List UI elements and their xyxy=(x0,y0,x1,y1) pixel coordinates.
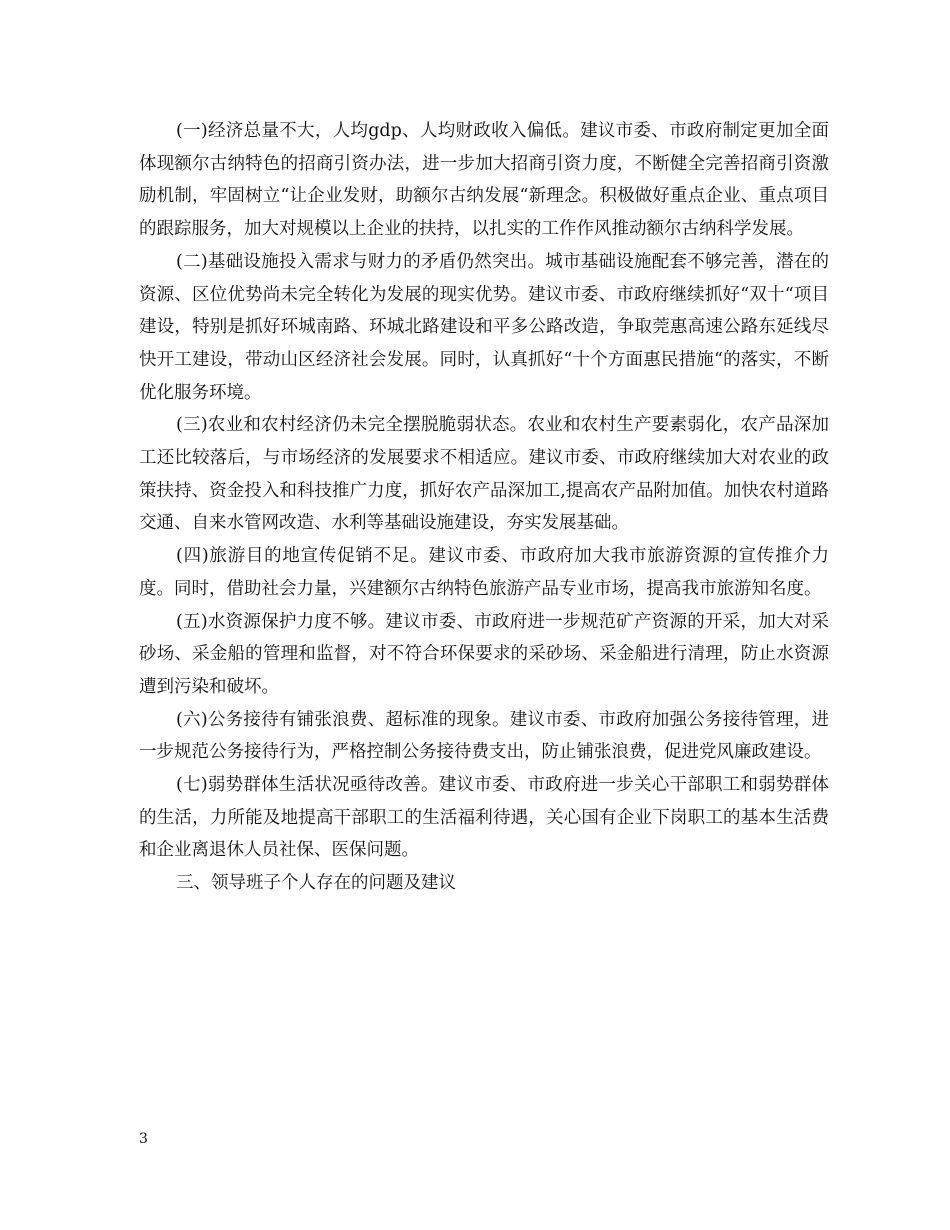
paragraph-economy: (一)经济总量不大，人均gdp、人均财政收入偏低。建议市委、市政府制定更加全面体现额尔古纳特色的招商引资办法，进一步加大招商引资力度，不断健全完善招商引资激励机制，牢固树立“让企业发财，助额尔古纳发展“新理念。积极做好重点企业、重点项目的跟踪服务，加大对规模以上企业的扶持，以扎实的工作作风推动额尔古纳科学发展。 xyxy=(139,121,829,240)
paragraph-vulnerable-groups: (七)弱势群体生活状况亟待改善。建议市委、市政府进一步关心干部职工和弱势群体的生活，力所能及地提高干部职工的生活福利待遇，关心国有企业下岗职工的基本生活费和企业离退休人员社保、医保问题。 xyxy=(139,775,829,861)
paragraph-official-reception: (六)公务接待有铺张浪费、超标准的现象。建议市委、市政府加强公务接待管理，进一步规范公务接待行为，严格控制公务接待费支出，防止铺张浪费，促进党风廉政建设。 xyxy=(139,709,829,763)
paragraph-tourism: (四)旅游目的地宣传促销不足。建议市委、市政府加大我市旅游资源的宣传推介力度。同时，借助社会力量，兴建额尔古纳特色旅游产品专业市场，提高我市旅游知名度。 xyxy=(139,546,829,599)
document-body xyxy=(139,115,829,900)
section-heading: 三、领导班子个人存在的问题及建议 xyxy=(176,873,456,894)
page-number: 3 xyxy=(139,1131,148,1147)
paragraph-agriculture: (三)农业和农村经济仍未完全摆脱脆弱状态。农业和农村生产要素弱化，农产品深加工还比较落后，与市场经济的发展要求不相适应。建议市委、市政府继续加大对农业的政策扶持、资金投入和科技推广力度，抓好农产品深加工,提高农产品附加值。加快农村道路交通、自来水管网改造、水利等基础设施建设，夯实发展基础。 xyxy=(139,415,829,534)
paragraph-water-resources: (五)水资源保护力度不够。建议市委、市政府进一步规范矿产资源的开采，加大对采砂场、采金船的管理和监督，对不符合环保要求的采砂场、采金船进行清理，防止水资源遭到污染和破坏。 xyxy=(139,611,829,697)
paragraph-infrastructure: (二)基础设施投入需求与财力的矛盾仍然突出。城市基础设施配套不够完善，潜在的资源、区位优势尚未完全转化为发展的现实优势。建议市委、市政府继续抓好“双十“项目建设，特别是抓好环城南路、环城北路建设和平多公路改造，争取莞惠高速公路东延线尽快开工建设，带动山区经济社会发展。同时，认真抓好“十个方面惠民措施“的落实，不断优化服务环境。 xyxy=(139,251,829,403)
